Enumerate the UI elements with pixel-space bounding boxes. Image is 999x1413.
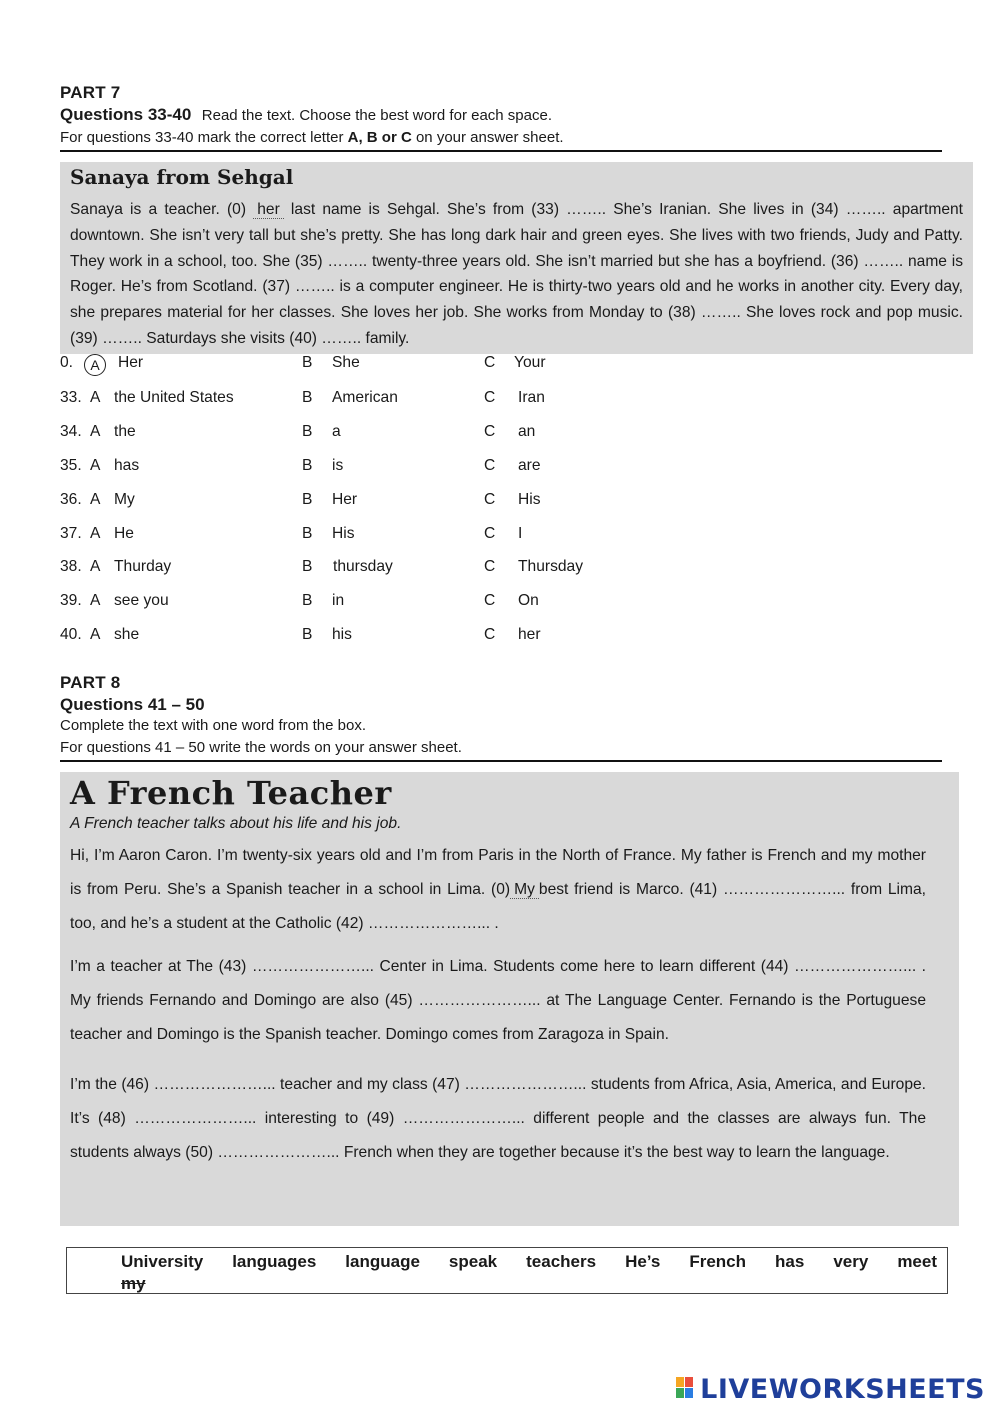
option-a-letter: A — [90, 592, 101, 609]
circled-answer — [84, 354, 106, 376]
word-box-item: French — [689, 1252, 747, 1271]
option-row — [60, 423, 660, 449]
option-a[interactable]: Her — [118, 354, 144, 371]
word-box-item: meet — [897, 1252, 937, 1271]
part8-story-title: A French Teacher — [70, 774, 392, 812]
part7-story-box — [60, 162, 973, 354]
option-b[interactable]: His — [332, 525, 355, 542]
story-text-1: Sanaya is a teacher. (0) — [70, 201, 254, 218]
part8-questions-label: Questions 41 – 50 — [60, 695, 205, 714]
option-c[interactable]: an — [518, 423, 536, 440]
liveworksheets-logo-icon — [676, 1377, 696, 1401]
option-b-letter: B — [302, 354, 313, 371]
part7-instruction2 — [60, 129, 564, 146]
part8-instruction1: Complete the text with one word from the box. — [60, 717, 366, 734]
option-row — [60, 592, 660, 618]
part7-instruction1: Read the text. Choose the best word for each space. — [201, 107, 552, 124]
option-c-letter: C — [484, 525, 496, 542]
p1-example-answer: My — [510, 881, 539, 899]
option-a[interactable]: the — [114, 423, 136, 440]
option-c-letter: C — [484, 558, 496, 575]
option-row — [60, 389, 660, 415]
part7-story-title: Sanaya from Sehgal — [70, 165, 294, 189]
option-row — [60, 457, 660, 483]
word-box-list — [121, 1252, 937, 1272]
option-a[interactable]: she — [114, 626, 140, 643]
liveworksheets-logo[interactable] — [676, 1372, 985, 1406]
option-row — [60, 626, 660, 652]
option-row — [60, 525, 660, 551]
part8-instruction2: For questions 41 – 50 write the words on your answer sheet. — [60, 739, 462, 756]
story-text-2: last name is Sehgal. She’s from (33) …….. She’s Iranian. She lives in (34) …….. apartment downtown. She isn’t very tall but she’s pretty. She has long dark hair and green eyes. She lives with two friends, Judy and Patty. They work in a school, too. She (35) …….. twenty-three years old. She isn’t married but she has a boyfriend. (36) …….. name is Roger. He’s from Scotland. (37) …….. is a computer engineer. He is thirty-two years old and he works in another city. Every day, she prepares material for her classes. She loves her job. She works from Monday to (38) …….. She loves rock and pop music. (39) …….. Saturdays she visits (40) …….. family. — [70, 201, 963, 347]
part8-paragraph-1 — [70, 839, 926, 941]
option-b-letter: B — [302, 423, 313, 440]
question-number: 35. — [60, 457, 82, 474]
option-a-letter: A — [90, 389, 101, 406]
option-b-letter: B — [302, 491, 313, 508]
option-c-letter: C — [484, 491, 496, 508]
word-box-item: has — [775, 1252, 805, 1271]
option-c[interactable]: On — [518, 592, 539, 609]
option-a-letter: A — [84, 354, 106, 376]
instruction2-bold: A, B or C — [347, 129, 412, 146]
option-b[interactable]: American — [332, 389, 398, 406]
word-box-item: language — [345, 1252, 420, 1271]
word-box-used-item: my — [121, 1274, 146, 1293]
logo-text: LIVEWORKSHEETS — [700, 1373, 985, 1405]
option-b-letter: B — [302, 592, 313, 609]
option-c-letter: C — [484, 626, 496, 643]
option-c[interactable]: Iran — [518, 389, 545, 406]
question-number: 37. — [60, 525, 82, 542]
option-b-letter: B — [302, 558, 313, 575]
word-box-item: teachers — [526, 1252, 597, 1271]
part8-paragraph-3: I’m the (46) …………………... teacher and my class (47) …………………... students from Africa, Asia, America, and Europe. It’s (48) …………………... interesting to (49) …………………... different people and the classes are always fun. The students always (50) …………………... French when they are together because it’s the best way to learn the language. — [70, 1076, 926, 1161]
option-b-letter: B — [302, 457, 313, 474]
option-b[interactable]: She — [332, 354, 360, 371]
option-row — [60, 491, 660, 517]
story-example-answer: her — [253, 201, 284, 219]
option-c[interactable]: His — [518, 491, 541, 508]
question-number: 40. — [60, 626, 82, 643]
part8-story-box — [60, 772, 959, 1226]
option-a-letter: A — [90, 558, 101, 575]
option-c[interactable]: Your — [514, 354, 546, 371]
part8-divider — [60, 760, 942, 762]
question-number: 39. — [60, 592, 82, 609]
option-a-letter: A — [90, 457, 101, 474]
part8-paragraph-2: I’m a teacher at The (43) …………………... Center in Lima. Students come here to learn different (44) …………………... . My friends Fernando and Domingo are also (45) …………………... at The Language Center. Fernando is the Portuguese teacher and Domingo is the Spanish teacher. Domingo comes from Zaragoza in Spain. — [70, 958, 926, 1043]
option-a[interactable]: He — [114, 525, 134, 542]
question-number: 36. — [60, 491, 82, 508]
option-a[interactable]: the United States — [114, 389, 234, 406]
part7-story-text — [70, 197, 963, 352]
option-b[interactable]: Her — [332, 491, 358, 508]
part7-divider — [60, 150, 942, 152]
word-box-item: very — [833, 1252, 869, 1271]
option-b-letter: B — [302, 525, 313, 542]
option-c[interactable]: I — [518, 525, 523, 542]
option-b[interactable]: in — [332, 592, 345, 609]
p1-text-b: best friend is Marco. (41) …………………... from Lima, too, and he’s a student at the Catholic (42) …………………... . — [70, 881, 926, 932]
option-b[interactable]: a — [332, 423, 341, 440]
option-c-letter: C — [484, 423, 496, 440]
option-c-letter: C — [484, 457, 496, 474]
option-a-letter: A — [90, 525, 101, 542]
option-b[interactable]: thursday — [333, 558, 393, 575]
option-row — [60, 354, 660, 380]
question-number: 0. — [60, 354, 74, 371]
part8-story-subtitle: A French teacher talks about his life and his job. — [70, 815, 402, 832]
word-box — [66, 1247, 948, 1294]
part8-heading: PART 8 — [60, 673, 121, 692]
option-c[interactable]: are — [518, 457, 541, 474]
option-c-letter: C — [484, 389, 496, 406]
word-box-item: University — [121, 1252, 204, 1271]
option-c[interactable]: her — [518, 626, 541, 643]
option-c-letter: C — [484, 592, 496, 609]
option-c-letter: C — [484, 354, 496, 371]
part7-heading: PART 7 — [60, 83, 121, 102]
option-a-letter: A — [90, 626, 101, 643]
instruction2-suffix: on your answer sheet. — [411, 129, 564, 146]
option-b[interactable]: is — [332, 457, 344, 474]
option-b[interactable]: his — [332, 626, 352, 643]
question-number: 38. — [60, 558, 82, 575]
p1-text-a: Hi, I’m Aaron Caron. I’m twenty-six years old and I’m from Paris in the North of France. My father is French and my mother is from Peru. She’s a Spanish teacher in a school in Lima. (0) — [70, 847, 926, 898]
word-box-item: speak — [448, 1252, 498, 1271]
word-box-item: He’s — [625, 1252, 661, 1271]
word-box-item: languages — [232, 1252, 317, 1271]
option-a-letter: A — [90, 491, 101, 508]
part7-questions-line — [60, 105, 552, 125]
option-a[interactable]: My — [114, 491, 135, 508]
instruction2-prefix: For questions 33-40 mark the correct letter — [60, 129, 348, 146]
option-b-letter: B — [302, 389, 313, 406]
question-number: 33. — [60, 389, 82, 406]
option-row — [60, 558, 660, 584]
option-a-letter: A — [90, 423, 101, 440]
option-c[interactable]: Thursday — [518, 558, 584, 575]
option-b-letter: B — [302, 626, 313, 643]
option-a[interactable]: see you — [114, 592, 169, 609]
option-a[interactable]: Thurday — [114, 558, 172, 575]
part7-questions-label: Questions 33-40 — [60, 105, 192, 124]
option-a[interactable]: has — [114, 457, 140, 474]
question-number: 34. — [60, 423, 82, 440]
